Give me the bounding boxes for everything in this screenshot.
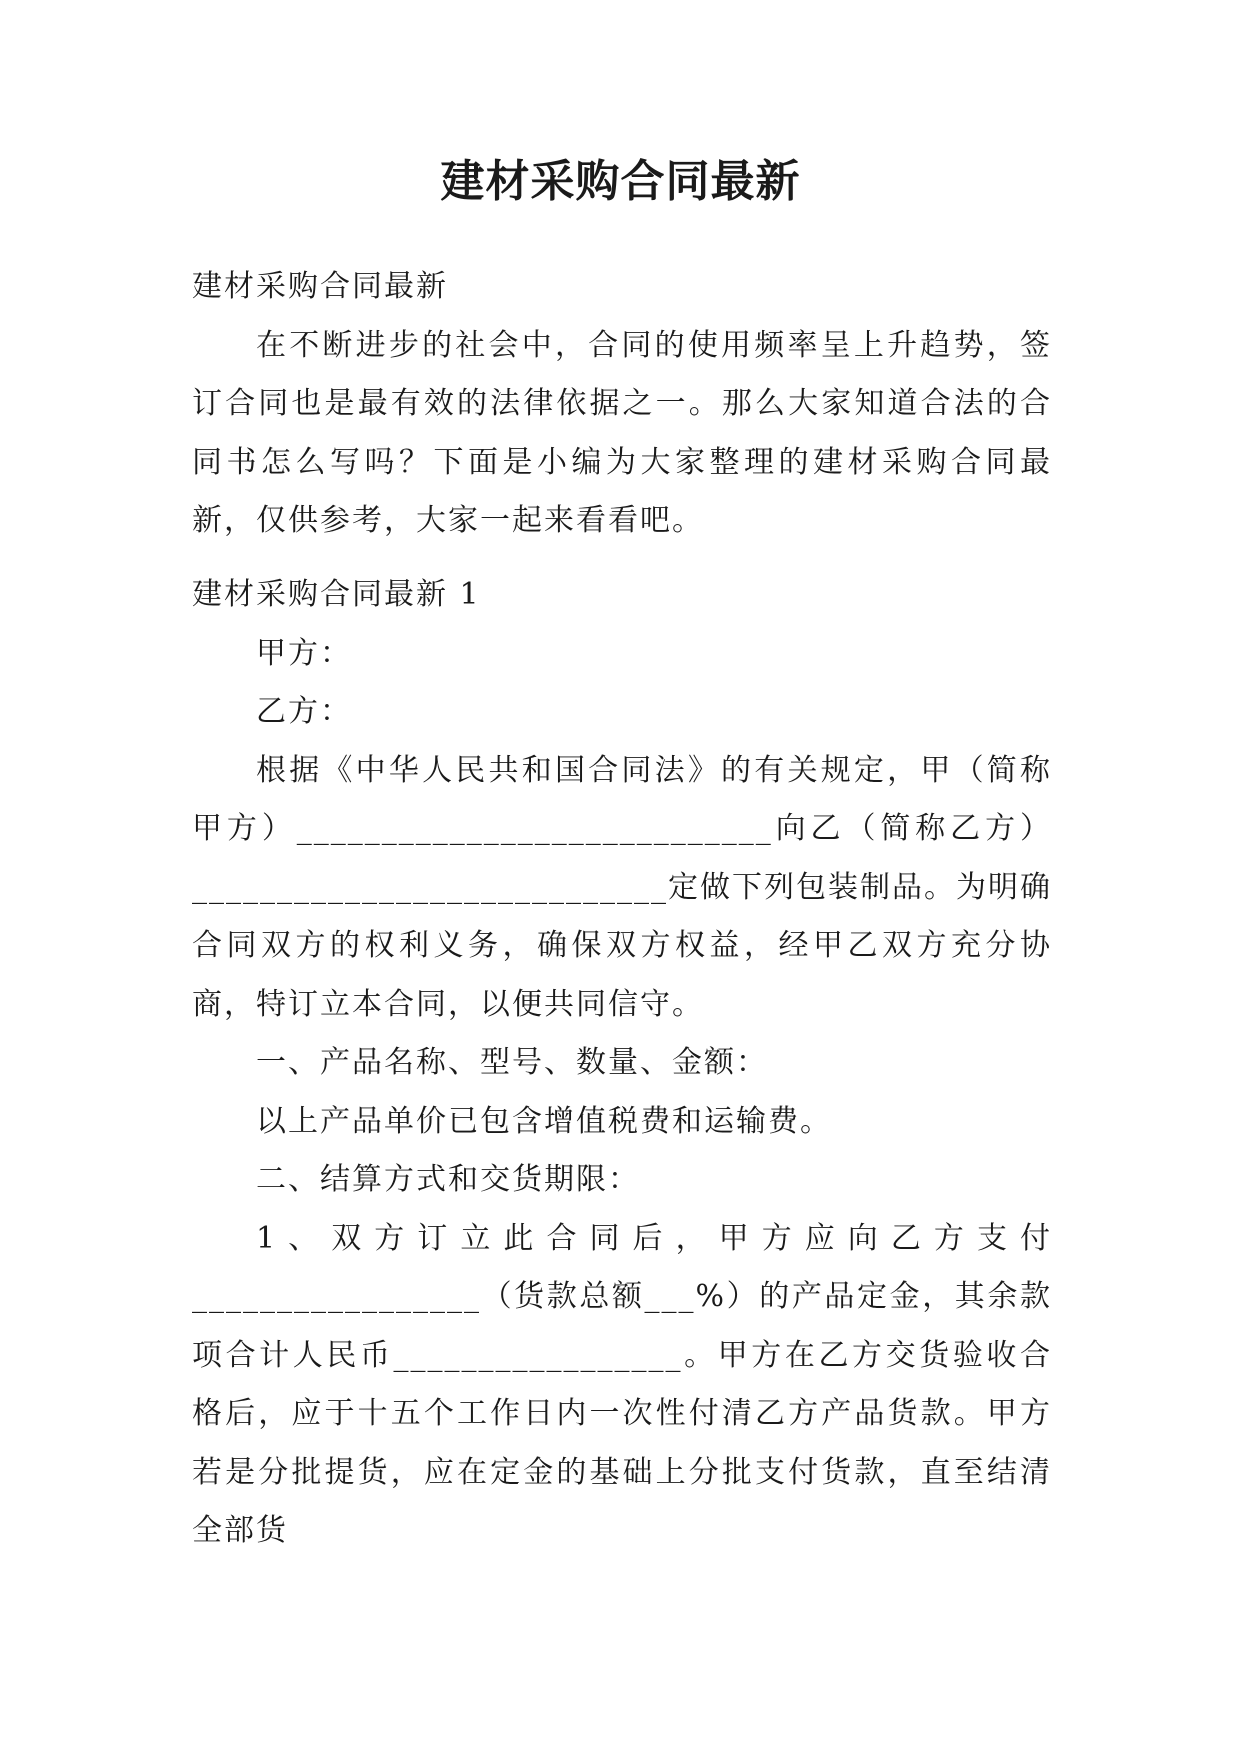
section-heading: 建材采购合同最新 1 [192, 577, 481, 612]
item-2-heading: 二、结算方式和交货期限： [256, 1162, 640, 1197]
item-1-heading: 一、产品名称、型号、数量、金额： [256, 1045, 768, 1080]
item-1-note: 以上产品单价已包含增值税费和运输费。 [256, 1103, 832, 1139]
item-2-paragraph-1: 1、双方订立此合同后，甲方应向乙方支付_________________（货款总额___%）的产品定金，其余款项合计人民币_________________。甲方在乙方交货验收合格后，应于十五个工作日内一次性付清乙方产品货款。甲方若是分批提货，应在定金的基础上分批支付货款，直至结清全部货 [192, 1220, 1052, 1548]
document-subtitle: 建材采购合同最新 [192, 269, 448, 304]
party-b-label: 乙方： [256, 694, 352, 729]
document-body [192, 258, 1052, 551]
intro-paragraph: 在不断进步的社会中，合同的使用频率呈上升趋势，签订合同也是最有效的法律依据之一。那么大家知道合法的合同书怎么写吗？下面是小编为大家整理的建材采购合同最新，仅供参考，大家一起来看看吧。 [192, 327, 1052, 538]
document-title: 建材采购合同最新 [440, 156, 801, 207]
contract-section-1 [192, 566, 1052, 1561]
basis-paragraph: 根据《中华人民共和国合同法》的有关规定，甲（简称甲方）____________________________向乙（简称乙方）____________________________定做下列包装制品。为明确合同双方的权利义务，确保双方权益，经甲乙双方充分协商，特订立本合同，以便共同信守。 [192, 752, 1052, 1022]
party-a-label: 甲方： [256, 635, 352, 671]
